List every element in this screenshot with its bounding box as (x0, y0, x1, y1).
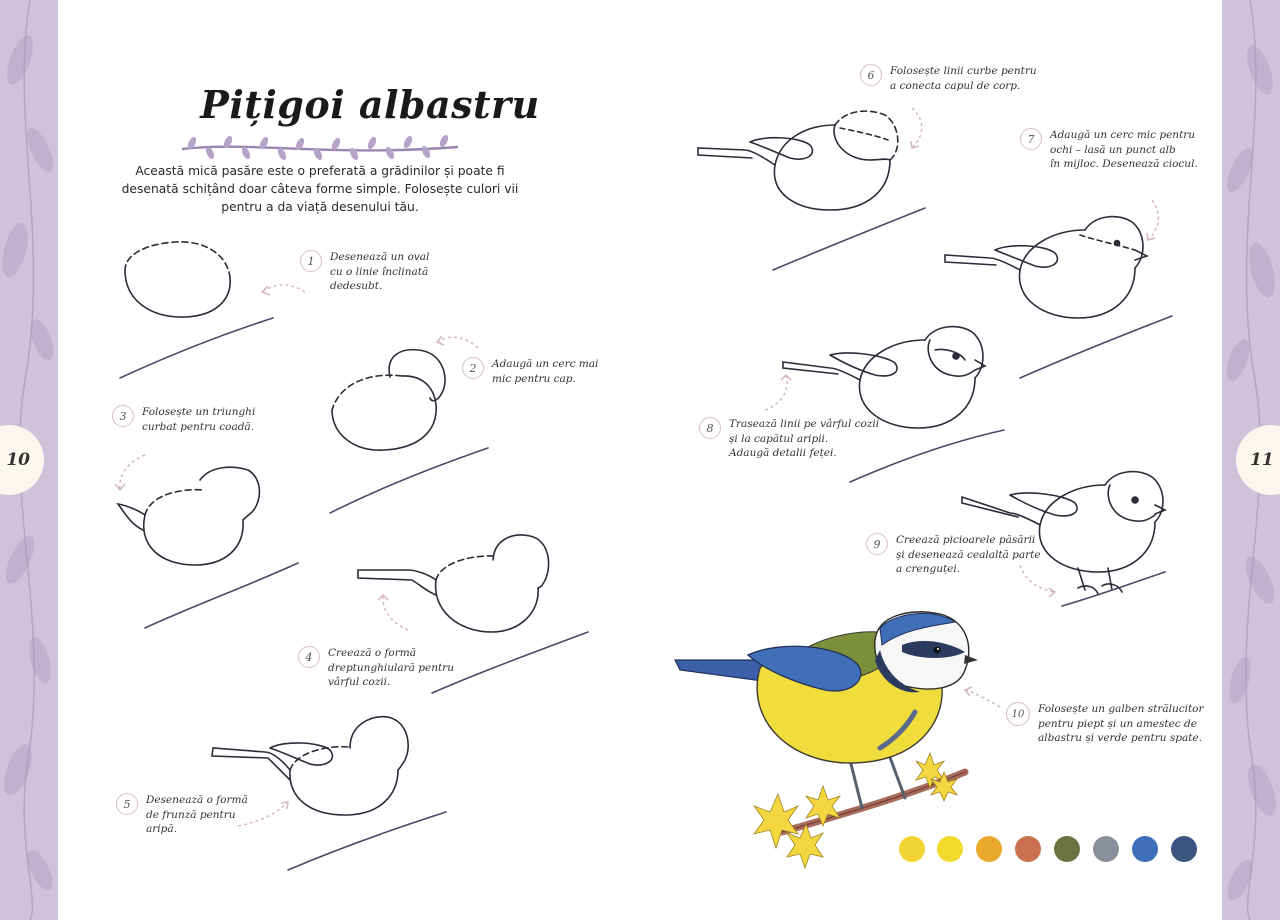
sketch-step-6 (698, 111, 925, 270)
step-number-badge: 7 (1020, 128, 1042, 150)
step-3 (112, 405, 255, 434)
sketch-step-7 (945, 217, 1172, 378)
step-number-badge: 6 (860, 64, 882, 86)
step-7 (1020, 128, 1198, 172)
step-10 (1006, 702, 1204, 746)
step-number-badge: 2 (462, 357, 484, 379)
step-8 (699, 417, 879, 461)
step-text: Creează o formă dreptunghiulară pentru vârful cozii. (328, 647, 454, 688)
step-6 (860, 64, 1037, 93)
step-text: Adaugă un cerc mic pentru ochi – lasă un punct alb în mijloc. Desenează ciocul. (1050, 129, 1198, 170)
step-1 (300, 250, 429, 294)
step-2 (462, 357, 598, 386)
step-4 (298, 646, 454, 690)
page-number-right: 11 (1236, 425, 1280, 495)
step-number-badge: 1 (300, 250, 322, 272)
step-5 (116, 793, 248, 837)
step-number-badge: 4 (298, 646, 320, 668)
palette-swatch (899, 836, 925, 862)
palette-swatch (1132, 836, 1158, 862)
sketch-step-1 (120, 242, 273, 378)
step-9 (866, 533, 1041, 577)
palette-swatch (1054, 836, 1080, 862)
sketch-step-3 (118, 467, 298, 628)
page-number-left: 10 (0, 425, 44, 495)
step-number-badge: 10 (1006, 702, 1030, 726)
palette-swatch (976, 836, 1002, 862)
step-text: Folosește un triunghi curbat pentru coadă. (142, 406, 256, 433)
step-text: Trasează linii pe vârful cozii și la capătul aripii. Adaugă detalii feței. (729, 418, 880, 459)
step-text: Adaugă un cerc mai mic pentru cap. (492, 358, 599, 385)
intro-text: Această mică pasăre este o preferată a grădinilor și poate fi desenată schițând doar câteva forme simple. Folosește culori vii pentru a da viață desenului tău. (121, 164, 519, 214)
step-text: Folosește un galben strălucitor pentru piept și un amestec de albastru și verde pentru spate. (1038, 703, 1204, 744)
step-text: Creează picioarele păsării și desenează cealaltă parte a crenguței. (896, 534, 1041, 575)
color-palette (899, 836, 1197, 862)
step-text: Desenează un oval cu o linie înclinată dedesubt. (330, 251, 430, 292)
step-number-badge: 8 (699, 417, 721, 439)
palette-swatch (1015, 836, 1041, 862)
palette-swatch (1093, 836, 1119, 862)
page-title: Pițigoi albastru (200, 82, 540, 127)
step-text: Folosește linii curbe pentru a conecta capul de corp. (890, 65, 1037, 92)
colored-bird-illustration (675, 612, 978, 868)
step-number-badge: 3 (112, 405, 134, 427)
palette-swatch (937, 836, 963, 862)
step-number-badge: 9 (866, 533, 888, 555)
step-number-badge: 5 (116, 793, 138, 815)
step-text: Desenează o formă de frunză pentru aripă. (146, 794, 248, 835)
palette-swatch (1171, 836, 1197, 862)
